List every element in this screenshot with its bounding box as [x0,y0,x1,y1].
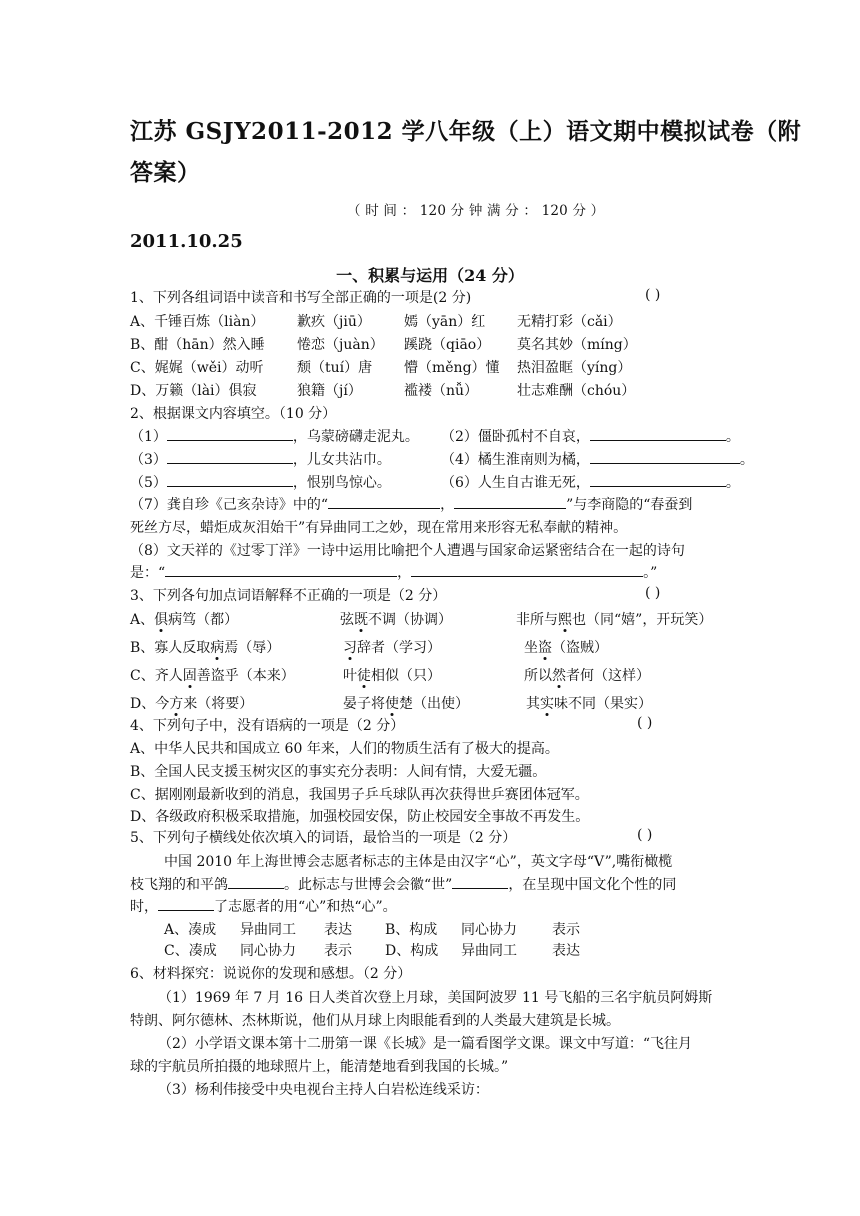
q5-passage-line3: 时， 了志愿者的用“心”和热“心”。 [130,896,397,916]
q4-option-b: B、全国人民支援玉树灾区的事实充分表明：人间有情，大爱无疆。 [130,764,547,780]
q4-stem: 4、下列句子中，没有语病的一项是（2 分） [130,718,405,734]
fill-blank[interactable] [228,874,284,889]
fill-blank[interactable] [328,494,440,509]
q5-option-d-word2: 异曲同工 [461,943,517,959]
q1-option-c2: 颓（tuí）唐 [297,360,373,376]
q1-option-c4: 热泪盈眶（yíng） [517,360,632,376]
q5-option-d-word1: D、构成 [385,943,439,959]
q2-item-7-line2: 死丝方尽，蜡炬成灰泪始干”有异曲同工之妙，现在常用来形容无私奉献的精神。 [130,520,628,536]
q5-answer-paren: ( ) [637,827,653,843]
q2-item-1: （1） ，乌蒙磅礴走泥丸。 [130,426,419,446]
q3-option-d1: D、今方来（将要） [130,696,254,712]
q3-option-c1: C、齐人固善盗乎（本来） [130,668,295,684]
q3-option-b2: 习辞者（学习） [343,640,441,656]
fill-blank[interactable] [158,896,214,911]
q1-option-b4: 莫名其妙（míng） [517,337,637,353]
q5-stem: 5、下列句子横线处依次填入的词语，最恰当的一项是（2 分） [130,830,517,846]
q4-option-a: A、中华人民共和国成立 60 年来，人们的物质生活有了极大的提高。 [130,741,559,757]
q4-option-d: D、各级政府积极采取措施，加强校园安保，防止校园安全事故不再发生。 [130,809,590,825]
fill-blank[interactable] [167,472,293,487]
q6-material-1-line1: （1）1969 年 7 月 16 日人类首次登上月球，美国阿波罗 11 号飞船的三名宇航员阿姆斯 [158,990,713,1006]
page-title-line1: 江苏 GSJY2011-2012 学八年级（上）语文期中模拟试卷（附 [130,118,802,145]
q2-item-8-line1: （8）文天祥的《过零丁洋》一诗中运用比喻把个人遭遇与国家命运紧密结合在一起的诗句 [130,543,685,559]
fill-blank[interactable] [411,562,643,577]
q1-option-a4: 无精打彩（cǎi） [517,314,622,330]
q6-material-2-line2: 球的宇航员所拍摄的地球照片上，能清楚地看到我国的长城。” [130,1059,509,1075]
q1-option-a1: A、千锤百炼（liàn） [130,314,265,330]
q5-option-c-word3: 表示 [324,943,352,959]
q3-option-c2: 叶徒相似（只） [343,668,441,684]
exam-date: 2011.10.25 [130,231,243,252]
fill-blank[interactable] [452,874,508,889]
q4-option-c: C、据刚刚最新收到的消息，我国男子乒乓球队再次获得世乒赛团体冠军。 [130,787,589,803]
q5-option-c-word2: 同心协力 [240,943,296,959]
q2-item-4: （4）橘生淮南则为橘， 。 [441,449,754,469]
fill-blank[interactable] [590,449,740,464]
q6-material-3: （3）杨利伟接受中央电视台主持人白岩松连线采访： [158,1082,489,1098]
fill-blank[interactable] [167,449,293,464]
q2-item-6: （6）人生自古谁无死， 。 [441,472,740,492]
q1-option-c1: C、娓娓（wěi）动听 [130,360,264,376]
q1-option-c3: 懵（měng）懂 [404,360,500,376]
q2-stem: 2、根据课文内容填空。（10 分） [130,406,337,422]
q2-item-5: （5） ，恨别鸟惊心。 [130,472,391,492]
q3-option-b1: B、寡人反取病焉（辱） [130,640,281,656]
q3-option-a3: 非所与熙也（同“嬉”，开玩笑） [516,612,713,628]
q4-answer-paren: ( ) [637,715,653,731]
page-title-line2: 答案） [130,159,201,186]
fill-blank[interactable] [454,494,566,509]
fill-blank[interactable] [590,472,726,487]
q1-stem: 1、下列各组词语中读音和书写全部正确的一项是(2 分) [130,290,472,306]
q3-option-a2: 弦既不调（协调） [340,612,452,628]
q6-stem: 6、材料探究：说说你的发现和感想。（2 分） [130,966,412,982]
fill-blank[interactable] [167,426,293,441]
q5-option-a-word3: 表达 [324,922,352,938]
time-score-info: （ 时 间 ： 120 分 钟 满 分 ： 120 分 ） [347,203,605,219]
q5-option-c-word1: C、凑成 [164,943,217,959]
q6-material-2-line1: （2）小学语文课本第十二册第一课《长城》是一篇看图学文课。课文中写道：“飞往月 [158,1036,693,1052]
q3-option-d2: 晏子将使楚（出使） [343,696,469,712]
q1-option-b3: 蹊跷（qiāo） [404,337,491,353]
q5-option-b-word1: B、构成 [385,922,438,938]
q5-passage-line1: 中国 2010 年上海世博会志愿者标志的主体是由汉字“心”，英文字母“V”,嘴衔橄榄 [164,854,673,870]
q5-option-d-word3: 表达 [552,943,580,959]
q3-option-b3: 坐盗（盗贼） [524,640,608,656]
q2-item-3: （3） ，儿女共沾巾。 [130,449,391,469]
q1-option-d3: 褴褛（nǚ） [404,383,479,399]
q3-option-d3: 其实味不同（果实） [526,696,652,712]
q5-option-b-word2: 同心协力 [461,922,517,938]
q1-option-b2: 惓恋（juàn） [297,337,384,353]
q1-answer-paren: ( ) [645,287,661,303]
q2-item-8-line2: 是：“ ， 。” [130,562,657,582]
q3-stem: 3、下列各句加点词语解释不正确的一项是（2 分） [130,588,447,604]
q6-material-1-line2: 特朗、阿尔德林、杰林斯说，他们从月球上肉眼能看到的人类最大建筑是长城。 [130,1013,620,1029]
q1-option-a2: 歉疚（jiū） [297,314,371,330]
q1-option-d2: 狼籍（jí） [297,383,362,399]
q1-option-d4: 壮志难酬（chóu） [517,383,636,399]
q3-option-c3: 所以然者何（这样） [524,668,650,684]
q1-option-b1: B、酣（hān）然入睡 [130,337,265,353]
q2-item-7-line1: （7）龚自珍《己亥杂诗》中的“ ， ”与李商隐的“春蚕到 [130,494,692,514]
q3-answer-paren: ( ) [645,585,661,601]
q2-item-2: （2）僵卧孤村不自哀， 。 [441,426,740,446]
q3-option-a1: A、俱病笃（都） [130,612,239,628]
fill-blank[interactable] [165,562,397,577]
q5-passage-line2: 枝飞翔的和平鸽 。此标志与世博会会徽“世” ，在呈现中国文化个性的同 [130,874,676,894]
fill-blank[interactable] [590,426,726,441]
q1-option-d1: D、万籁（lài）俱寂 [130,383,257,399]
q1-option-a3: 嫣（yān）红 [404,314,486,330]
section-heading: 一、积累与运用（24 分） [336,266,524,285]
q5-option-a-word2: 异曲同工 [240,922,296,938]
q5-option-b-word3: 表示 [552,922,580,938]
q5-option-a-word1: A、凑成 [164,922,217,938]
